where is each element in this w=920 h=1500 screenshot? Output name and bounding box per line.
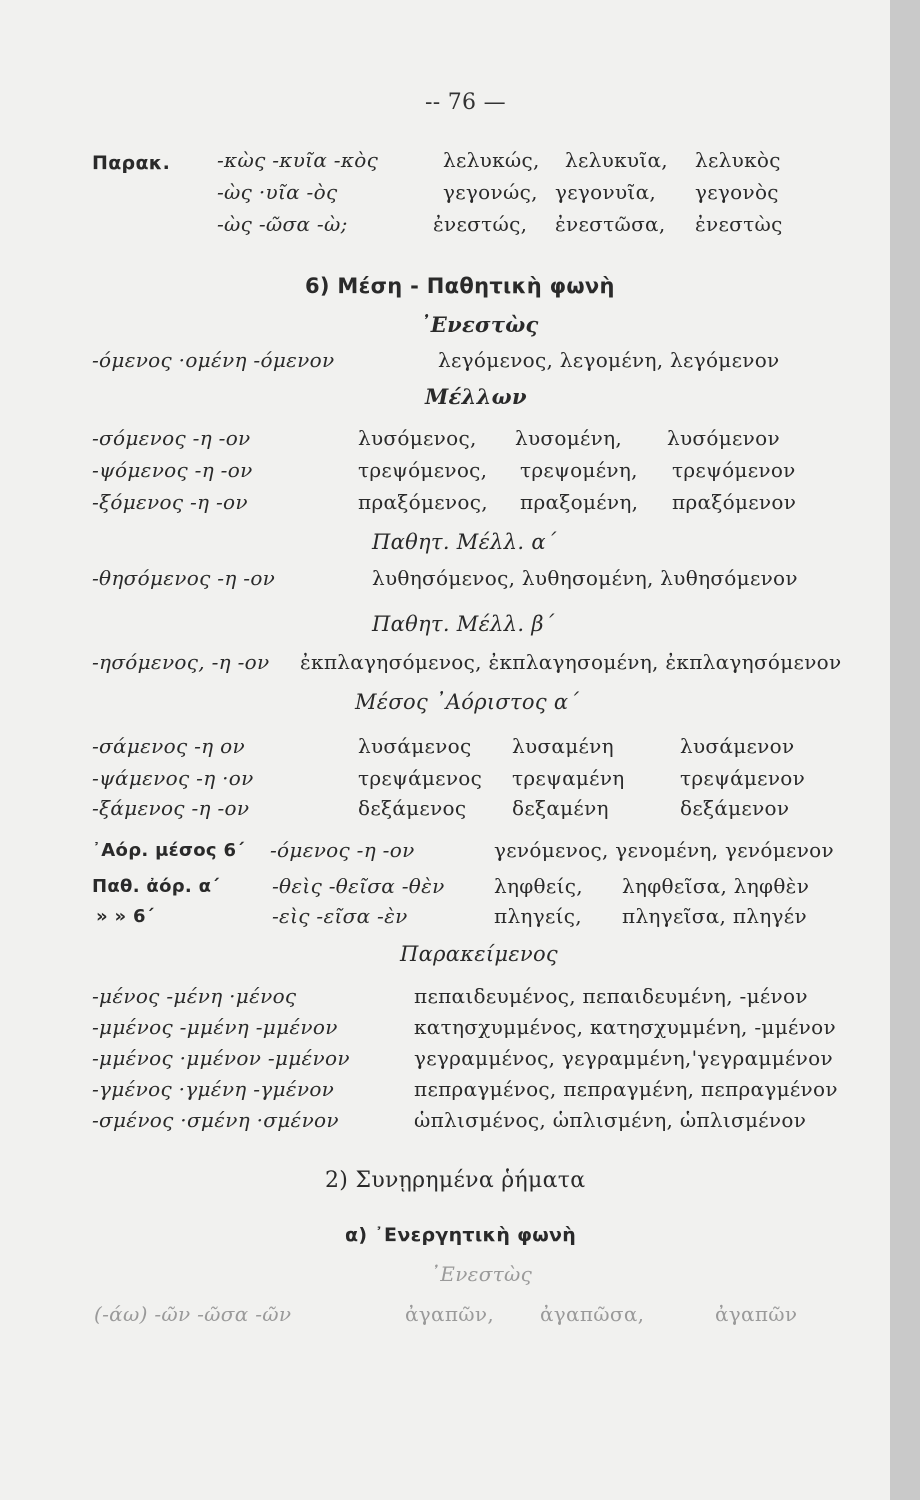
aorist-endings: -όμενος -η -ον	[270, 838, 415, 862]
example-word: τρεψάμενος	[358, 766, 483, 790]
passive-future-a-title: Παθητ. Μέλλ. α΄	[372, 530, 557, 554]
perfect-mp-title: Παρακείμενος	[400, 942, 558, 966]
example-word: πραξομένη,	[520, 490, 639, 514]
example-word: λυσόμενος,	[358, 426, 477, 450]
page-edge	[890, 0, 920, 1500]
example-word: λυσομένη,	[515, 426, 623, 450]
perfect-mp-example: πεπαιδευμένος, πεπαιδευμένη, -μένον	[414, 984, 808, 1008]
future-endings: -ψόμενος -η -ον	[92, 458, 253, 482]
perfect-mp-example: πεπραγμένος, πεπραγμένη, πεπραγμένον	[414, 1077, 838, 1101]
perfect-mp-example: ὡπλισμένος, ὡπλισμένη, ὡπλισμένον	[414, 1108, 807, 1132]
example-word: γεγονώς,	[443, 180, 538, 204]
example-word: πραξόμενον	[672, 490, 797, 514]
perfect-endings: -ὼς ·υῖα -ὸς	[217, 180, 338, 204]
example-word: τρεψομένη,	[520, 458, 638, 482]
perfect-mp-endings: -γμένος ·γμένη -γμένον	[92, 1077, 335, 1101]
example-word: λυσάμενον	[680, 734, 795, 758]
example-word: λελυκώς,	[443, 148, 540, 172]
section-2-endings: (-άω) -ῶν -ῶσα -ῶν	[94, 1302, 292, 1326]
example-word: πληγεῖσα, πληγέν	[622, 904, 807, 928]
example-word: ἐνεστώς,	[433, 212, 528, 236]
example-word: λελυκὸς	[695, 148, 781, 172]
aorist-endings: -εὶς -εῖσα -ὲν	[272, 904, 408, 928]
example-word: γεγονυῖα,	[555, 180, 657, 204]
section-2-present-title: ᾿Ενεστὼς	[430, 1262, 533, 1286]
example-word: λυσόμενον	[667, 426, 780, 450]
passive-future-a-endings: -θησόμενος -η -ον	[92, 566, 276, 590]
section-2-heading: 2) Συνῃρημένα ῥήματα	[325, 1168, 586, 1193]
example-word: ἐνεστῶσα,	[555, 212, 666, 236]
perfect-mp-endings: -σμένος ·σμένη ·σμένον	[92, 1108, 339, 1132]
example-word: ληφθείς,	[494, 874, 583, 898]
example-word: δεξάμενον	[680, 796, 790, 820]
aorist-example: γενόμενος, γενομένη, γενόμενον	[494, 838, 834, 862]
example-word: τρεψόμενος,	[358, 458, 488, 482]
perfect-mp-example: κατησχυμμένος, κατησχυμμένη, -μμένον	[414, 1015, 836, 1039]
example-word: ἐνεστὼς	[695, 212, 783, 236]
perfect-endings: -κὼς -κυῖα -κὸς	[217, 148, 379, 172]
present-example: λεγόμενος, λεγομένη, λεγόμενον	[438, 348, 780, 372]
example-word: τρεψάμενον	[680, 766, 806, 790]
perfect-endings: -ὼς -ῶσα -ὼ;	[217, 212, 348, 236]
aorist-label: ᾿Αόρ. μέσος 6΄	[92, 840, 245, 861]
example-word: λυσάμενος	[358, 734, 472, 758]
example-word: ἀγαπῶσα,	[540, 1302, 645, 1326]
middle-aorist-endings: -ξάμενος -η -ον	[92, 796, 250, 820]
future-title: Μέλλων	[425, 384, 527, 409]
present-title: ᾿Ενεστὼς	[420, 312, 539, 337]
example-word: ἀγαπῶν,	[405, 1302, 495, 1326]
middle-aorist-title: Μέσος ᾿Αόριστος α΄	[355, 690, 580, 714]
example-word: ἀγαπῶν	[715, 1302, 798, 1326]
page-number: -- 76 —	[425, 90, 506, 115]
example-word: πληγείς,	[494, 904, 582, 928]
perfect-label: Παρακ.	[92, 152, 171, 174]
perfect-mp-example: γεγραμμένος, γεγραμμένη,'γεγραμμένον	[414, 1046, 833, 1070]
section-2-sub: α) ᾿Ενεργητικὴ φωνὴ	[345, 1224, 577, 1246]
aorist-label: Παθ. ἀόρ. α΄	[92, 876, 220, 897]
example-word: πραξόμενος,	[358, 490, 488, 514]
example-word: γεγονὸς	[695, 180, 779, 204]
example-word: τρεψαμένη	[512, 766, 625, 790]
example-word: τρεψόμενον	[672, 458, 796, 482]
perfect-mp-endings: -μμένος -μμένη -μμένον	[92, 1015, 338, 1039]
future-endings: -ξόμενος -η -ον	[92, 490, 248, 514]
present-endings: -όμενος ·ομένη -όμενον	[92, 348, 335, 372]
passive-future-a-example: λυθησόμενος, λυθησομένη, λυθησόμενον	[372, 566, 798, 590]
perfect-mp-endings: -μένος -μένη ·μένος	[92, 984, 297, 1008]
future-endings: -σόμενος -η -ον	[92, 426, 251, 450]
perfect-mp-endings: -μμένος ·μμένον -μμένον	[92, 1046, 350, 1070]
example-word: δεξαμένη	[512, 796, 609, 820]
middle-aorist-endings: -σάμενος -η ον	[92, 734, 245, 758]
passive-future-b-endings: -ησόμενος, -η -ον	[92, 650, 270, 674]
example-word: ληφθεῖσα, ληφθὲν	[622, 874, 810, 898]
passive-future-b-title: Παθητ. Μέλλ. β΄	[372, 612, 555, 636]
example-word: δεξάμενος	[358, 796, 467, 820]
middle-aorist-endings: -ψάμενος -η ·ον	[92, 766, 254, 790]
example-word: λελυκυῖα,	[565, 148, 668, 172]
aorist-label: » » 6΄	[96, 906, 155, 927]
aorist-endings: -θεὶς -θεῖσα -θὲν	[272, 874, 445, 898]
example-word: λυσαμένη	[512, 734, 614, 758]
passive-future-b-example: ἐκπλαγησόμενος, ἐκπλαγησομένη, ἐκπλαγησόμενον	[300, 650, 842, 674]
section-heading: 6) Μέση - Παθητικὴ φωνὴ	[305, 274, 615, 298]
